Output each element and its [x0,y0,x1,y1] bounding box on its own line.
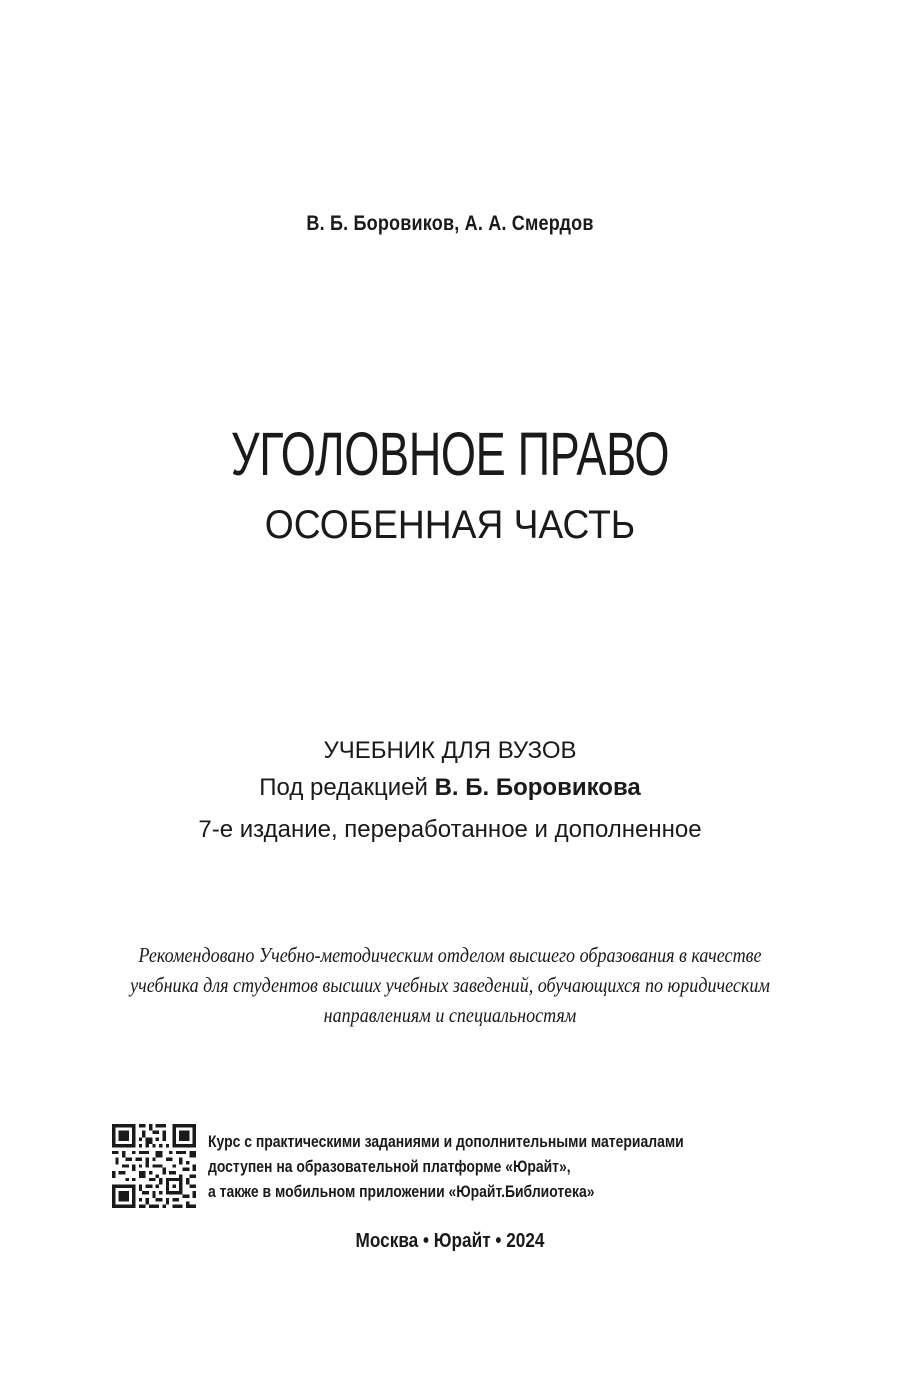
edition-info: 7-е издание, переработанное и дополненное [198,816,702,843]
course-info-line: а также в мобильном приложении «Юрайт.Библиотека» [208,1182,595,1201]
recommendation-line: направлениям и специальностям [323,1003,577,1027]
course-info [208,1129,848,1204]
editor-line [0,773,900,803]
course-info-line: Курс с практическими заданиями и дополнительными материалами [208,1132,684,1151]
authors: В. Б. Боровиков, А. А. Смердов [306,212,594,235]
book-title: УГОЛОВНОЕ ПРАВО [230,420,670,488]
qr-code-icon[interactable] [112,1124,196,1208]
recommendation-line: Рекомендовано Учебно-методическим отделом высшего образования в качестве [138,943,762,967]
editor-prefix: Под редакцией [259,774,428,801]
recommendation-line: учебника для студентов высших учебных заведений, обучающихся по юридическим [130,973,770,997]
course-info-line: доступен на образовательной платформе «Юрайт», [208,1157,571,1176]
imprint: Москва • Юрайт • 2024 [355,1230,545,1252]
book-subtitle: ОСОБЕННАЯ ЧАСТЬ [264,503,636,547]
editor-name: В. Б. Боровикова [434,774,641,801]
book-type: УЧЕБНИК ДЛЯ ВУЗОВ [323,737,577,764]
